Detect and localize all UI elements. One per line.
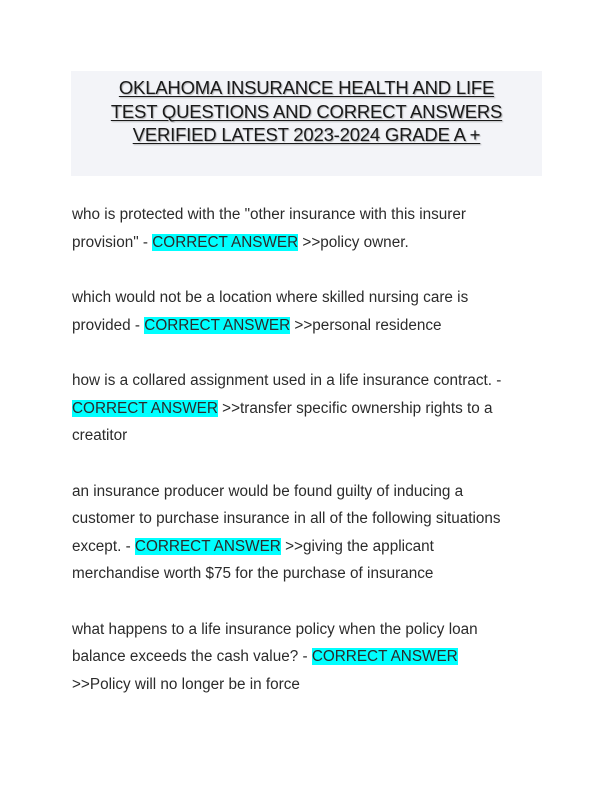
correct-answer-highlight: CORRECT ANSWER bbox=[152, 233, 299, 251]
answer-text: >>personal residence bbox=[290, 316, 442, 334]
question-text: who is protected with the "other insurance with this insurer bbox=[72, 206, 466, 223]
answer-line bbox=[72, 560, 542, 588]
document-title-box bbox=[71, 71, 542, 176]
question-text: an insurance producer would be found guilty of inducing a bbox=[72, 482, 464, 500]
question-text: provision" - bbox=[72, 233, 153, 251]
answer-text: merchandise worth $75 for the purchase of insurance bbox=[72, 565, 434, 582]
question-line bbox=[72, 533, 542, 561]
question-line bbox=[72, 201, 542, 229]
correct-answer-highlight: CORRECT ANSWER bbox=[134, 537, 281, 555]
question-line bbox=[72, 643, 542, 671]
answer-text: >>Policy will no longer be in force bbox=[72, 675, 300, 693]
answer-line bbox=[72, 671, 542, 699]
question-text: what happens to a life insurance policy when the policy loan bbox=[72, 620, 478, 638]
document-body bbox=[72, 201, 542, 726]
answer-text: creatitor bbox=[72, 427, 128, 444]
title-line-2: TEST QUESTIONS AND CORRECT ANSWERS bbox=[110, 100, 503, 122]
correct-answer-highlight: CORRECT ANSWER bbox=[311, 648, 458, 665]
qa-item-1 bbox=[72, 201, 542, 256]
correct-answer-highlight: CORRECT ANSWER bbox=[72, 399, 218, 417]
title-line-1: OKLAHOMA INSURANCE HEALTH AND LIFE bbox=[118, 77, 495, 98]
question-text: provided - bbox=[72, 316, 145, 334]
question-line bbox=[72, 367, 542, 395]
question-line bbox=[72, 616, 542, 644]
question-line bbox=[72, 284, 542, 312]
question-text: balance exceeds the cash value? - bbox=[72, 648, 312, 665]
qa-item-4 bbox=[72, 478, 542, 588]
qa-item-3 bbox=[72, 367, 542, 450]
question-text: customer to purchase insurance in all of the following situations bbox=[72, 510, 501, 527]
question-line bbox=[72, 505, 542, 533]
answer-text: >>policy owner. bbox=[298, 233, 409, 251]
question-text: which would not be a location where skilled nursing care is bbox=[72, 289, 469, 306]
correct-answer-highlight: CORRECT ANSWER bbox=[144, 316, 291, 334]
answer-line bbox=[72, 422, 542, 450]
answer-text: >>transfer specific ownership rights to a bbox=[217, 399, 493, 417]
question-text: except. - bbox=[72, 537, 135, 555]
qa-item-2 bbox=[72, 284, 542, 339]
question-line bbox=[72, 312, 542, 340]
question-text: how is a collared assignment used in a life insurance contract. - bbox=[72, 372, 502, 389]
title-line-3: VERIFIED LATEST 2023-2024 GRADE A + bbox=[132, 124, 481, 145]
question-line bbox=[72, 478, 542, 506]
qa-item-5 bbox=[72, 616, 542, 699]
answer-line bbox=[72, 395, 542, 423]
answer-text: >>giving the applicant bbox=[280, 537, 434, 555]
question-line bbox=[72, 229, 542, 257]
